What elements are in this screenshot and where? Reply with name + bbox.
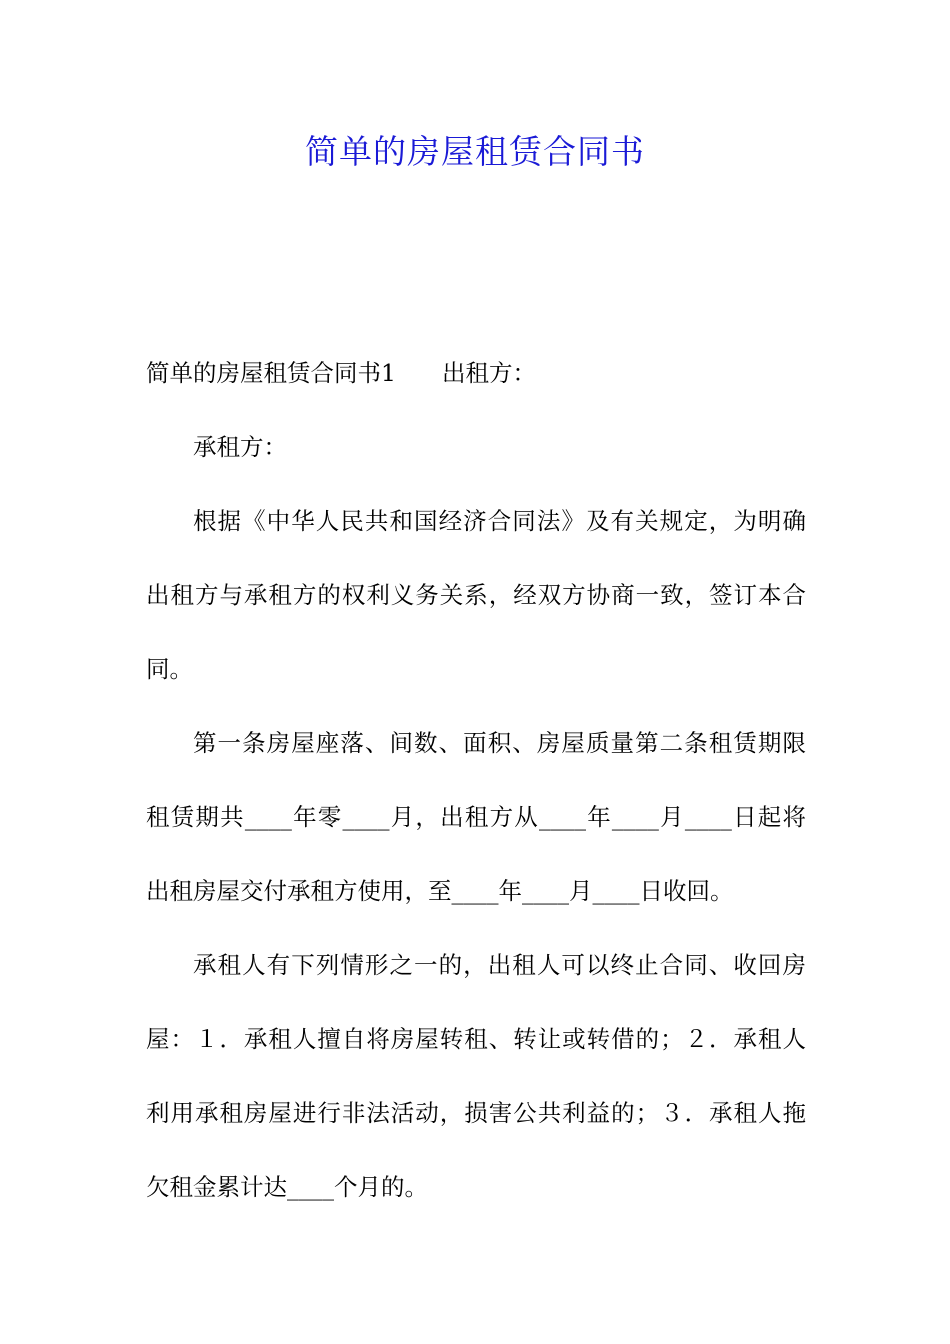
paragraph-line: 同。 — [146, 655, 193, 683]
paragraph-line: 利用承租房屋进行非法活动，损害公共利益的；３．承租人拖 — [146, 1099, 806, 1127]
paragraph-line: 出租方与承租方的权利义务关系，经双方协商一致，签订本合 — [146, 581, 806, 609]
document-body — [146, 336, 806, 1224]
paragraph-line: 根据《中华人民共和国经济合同法》及有关规定，为明确 — [193, 507, 806, 535]
paragraph-line: 欠租金累计达____个月的。 — [146, 1173, 428, 1201]
lessor-label: 出租方： — [441, 359, 536, 387]
paragraph-line: 出租房屋交付承租方使用，至____年____月____日收回。 — [146, 877, 734, 905]
paragraph-1 — [146, 484, 806, 706]
paragraph-line: 屋：１．承租人擅自将房屋转租、转让或转借的；２．承租人 — [146, 1025, 806, 1053]
paragraph-line: 承租人有下列情形之一的，出租人可以终止合同、收回房 — [193, 951, 806, 979]
contract-label: 简单的房屋租赁合同书1 — [146, 359, 396, 387]
paragraph-line: 第一条房屋座落、间数、面积、房屋质量第二条租赁期限 — [193, 729, 806, 757]
paragraph-2 — [146, 706, 806, 928]
heading-line — [146, 336, 806, 410]
lessee-label: 承租方： — [193, 433, 287, 461]
paragraph-line: 租赁期共____年零____月，出租方从____年____月____日起将 — [146, 803, 806, 831]
document-title: 简单的房屋租赁合同书 — [305, 132, 645, 171]
paragraph-3 — [146, 928, 806, 1224]
